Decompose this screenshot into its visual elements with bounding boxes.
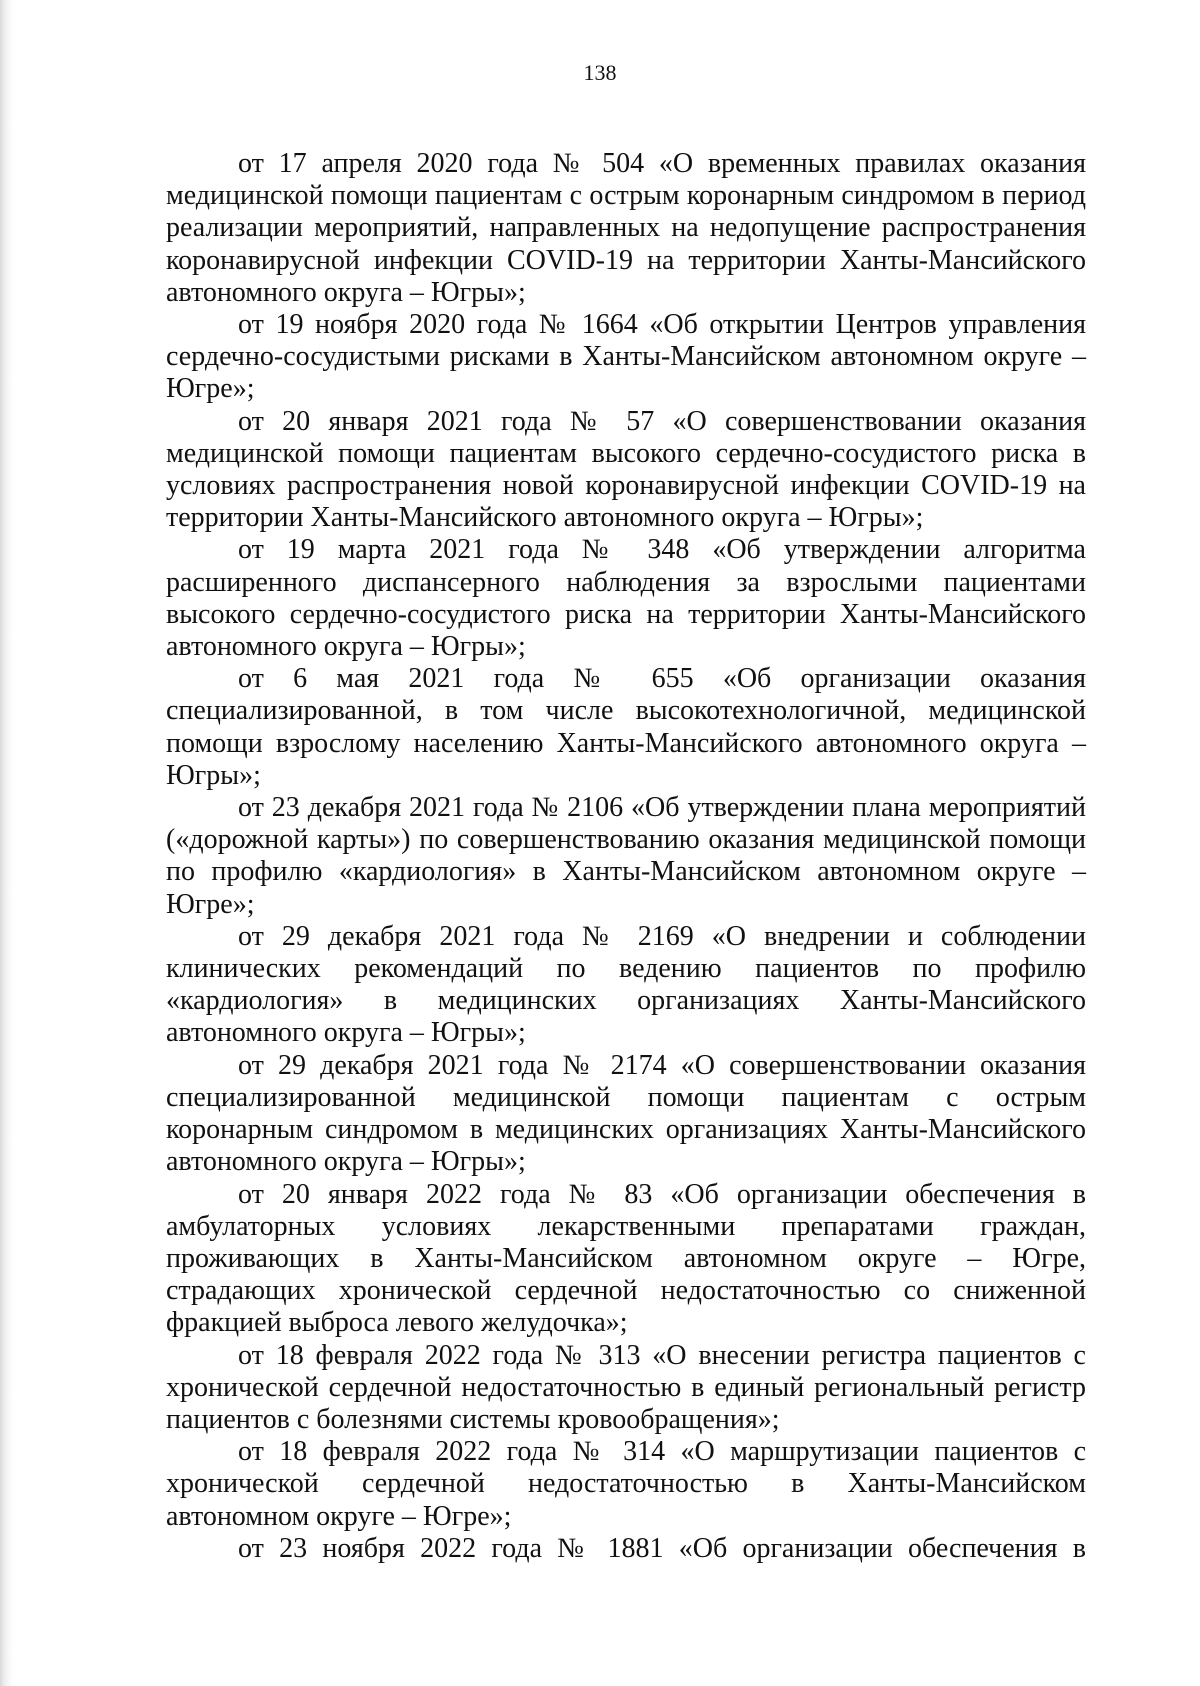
list-item-order-655: от 6 мая 2021 года № 655 «Об организации оказания специализированной, в том числе высокотехнологичной, медицинской помощи взрослому населению Ханты-Мансийского автономного округа – Югры»; <box>166 663 1086 791</box>
list-item-order-504: от 17 апреля 2020 года № 504 «О временных правилах оказания медицинской помощи пациентам с острым коронарным синдромом в период реализации мероприятий, направленных на недопущение распространения коронавирусной инфекции COVID-19 на территории Ханты-Мансийского автономного округа – Югры»; <box>166 148 1086 308</box>
list-item-order-1664: от 19 ноября 2020 года № 1664 «Об открытии Центров управления сердечно-сосудистыми рисками в Ханты-Мансийском автономном округе – Югре»; <box>166 309 1086 405</box>
list-item-order-57: от 20 января 2021 года № 57 «О совершенствовании оказания медицинской помощи пациентам высокого сердечно-сосудистого риска в условиях распространения новой коронавирусной инфекции COVID-19 на территории Ханты-Мансийского автономного округа – Югры»; <box>166 405 1086 534</box>
list-item-order-2106: от 23 декабря 2021 года № 2106 «Об утверждении плана мероприятий («дорожной карты») по совершенствованию оказания медицинской помощи по профилю «кардиология» в Ханты-Мансийском автономном округе – Югре»; <box>166 792 1086 920</box>
list-item-order-83: от 20 января 2022 года № 83 «Об организации обеспечения в амбулаторных условиях лекарственными препаратами граждан, проживающих в Ханты-Мансийском автономном округе – Югре, страдающих хронической сердечной недостаточностью со сниженной фракцией выброса левого желудочка»; <box>166 1178 1086 1339</box>
list-item-order-2174: от 29 декабря 2021 года № 2174 «О совершенствовании оказания специализированной медицинской помощи пациентам с острым коронарным синдромом в медицинских организациях Ханты-Мансийского автономного округа – Югры»; <box>166 1049 1086 1178</box>
scan-edge <box>0 0 14 1686</box>
list-item-order-313: от 18 февраля 2022 года № 313 «О внесении регистра пациентов с хронической сердечной недостаточностью в единый региональный регистр пациентов с болезнями системы кровообращения»; <box>166 1339 1086 1435</box>
list-item-order-348: от 19 марта 2021 года № 348 «Об утверждении алгоритма расширенного диспансерного наблюдения за взрослыми пациентами высокого сердечно-сосудистого риска на территории Ханты-Мансийского автономного округа – Югры»; <box>166 534 1086 663</box>
page-number: 138 <box>583 60 617 85</box>
list-item-order-1881: от 23 ноября 2022 года № 1881 «Об организации обеспечения в <box>238 1532 1086 1564</box>
list-item-order-2169: от 29 декабря 2021 года № 2169 «О внедрении и соблюдении клинических рекомендаций по ведению пациентов по профилю «кардиология» в медицинских организациях Ханты-Мансийского автономного округа – Югры»; <box>166 920 1086 1049</box>
list-item-order-314: от 18 февраля 2022 года № 314 «О маршрутизации пациентов с хронической сердечной недостаточностью в Ханты-Мансийском автономном округе – Югре»; <box>166 1436 1086 1532</box>
document-body <box>166 148 1086 1565</box>
